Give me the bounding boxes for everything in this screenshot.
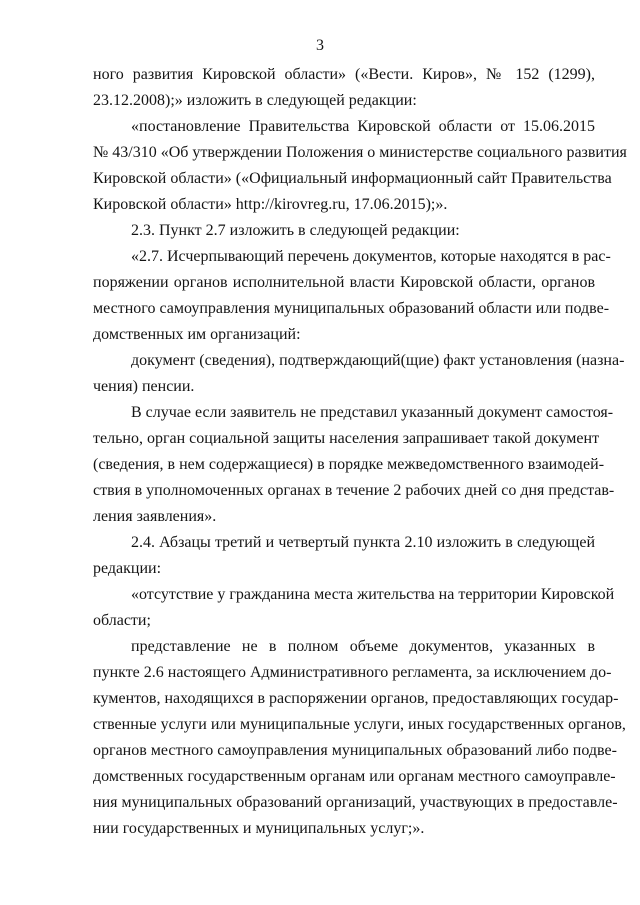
text-line: пункте 2.6 настоящего Административного регламента, за исключением до- xyxy=(93,664,612,681)
text-line: тельно, орган социальной защиты населения запрашивает такой документ xyxy=(93,430,600,447)
text-line: редакции: xyxy=(93,560,162,577)
text-line: № 43/310 «Об утверждении Положения о министерстве социального развития xyxy=(93,144,627,161)
text-line: области; xyxy=(93,612,151,629)
text-line: ления заявления». xyxy=(93,508,217,525)
text-line: «2.7. Исчерпывающий перечень документов, которые находятся в рас- xyxy=(131,248,611,265)
text-line: 2.3. Пункт 2.7 изложить в следующей редакции: xyxy=(131,222,460,239)
paragraph xyxy=(93,634,626,842)
paragraph xyxy=(93,62,595,114)
paragraph xyxy=(93,218,595,244)
text-line: ного развития Кировской области» («Вести. Киров», № 152 (1299), xyxy=(93,66,595,83)
text-line: поряжении органов исполнительной власти Кировской области, органов xyxy=(93,274,595,291)
paragraph xyxy=(93,348,625,400)
text-line: чения) пенсии. xyxy=(93,378,195,395)
paragraph xyxy=(93,244,611,348)
text-line: домственных им организаций: xyxy=(93,326,301,343)
text-line: местного самоуправления муниципальных образований области или подве- xyxy=(93,300,610,317)
text-line: кументов, находящихся в распоряжении органов, предоставляющих государ- xyxy=(93,690,619,707)
text-line: «отсутствие у гражданина места жительства на территории Кировской xyxy=(131,586,615,603)
text-line: Кировской области» http://kirovreg.ru, 17.06.2015);». xyxy=(93,196,448,213)
text-line: 23.12.2008);» изложить в следующей редакции: xyxy=(93,92,417,109)
paragraph xyxy=(93,400,615,530)
text-line: нии государственных и муниципальных услуг;». xyxy=(93,820,425,837)
text-line: ствия в уполномоченных органах в течение 2 рабочих дней со дня представ- xyxy=(93,482,615,499)
paragraph xyxy=(93,582,615,634)
text-line: 2.4. Абзацы третий и четвертый пункта 2.10 изложить в следующей xyxy=(131,534,595,551)
paragraph xyxy=(93,530,595,582)
text-line: домственных государственным органам или органам местного самоуправле- xyxy=(93,768,616,785)
text-line: «постановление Правительства Кировской области от 15.06.2015 xyxy=(131,118,595,135)
paragraph xyxy=(93,114,627,218)
page-number: 3 xyxy=(316,37,324,54)
text-line: (сведения, в нем содержащиеся) в порядке межведомственного взаимодей- xyxy=(93,456,605,473)
text-line: органов местного самоуправления муниципальных образований либо подве- xyxy=(93,742,617,759)
text-line: В случае если заявитель не представил указанный документ самостоя- xyxy=(131,404,614,421)
text-line: документ (сведения), подтверждающий(щие) факт установления (назна- xyxy=(131,352,625,369)
text-line: Кировской области» («Официальный информационный сайт Правительства xyxy=(93,170,612,187)
document-body xyxy=(93,62,627,842)
text-line: представление не в полном объеме документов, указанных в xyxy=(131,638,595,655)
text-line: ния муниципальных образований организаций, участвующих в предоставле- xyxy=(93,794,618,811)
text-line: ственные услуги или муниципальные услуги, иных государственных органов, xyxy=(93,716,626,733)
